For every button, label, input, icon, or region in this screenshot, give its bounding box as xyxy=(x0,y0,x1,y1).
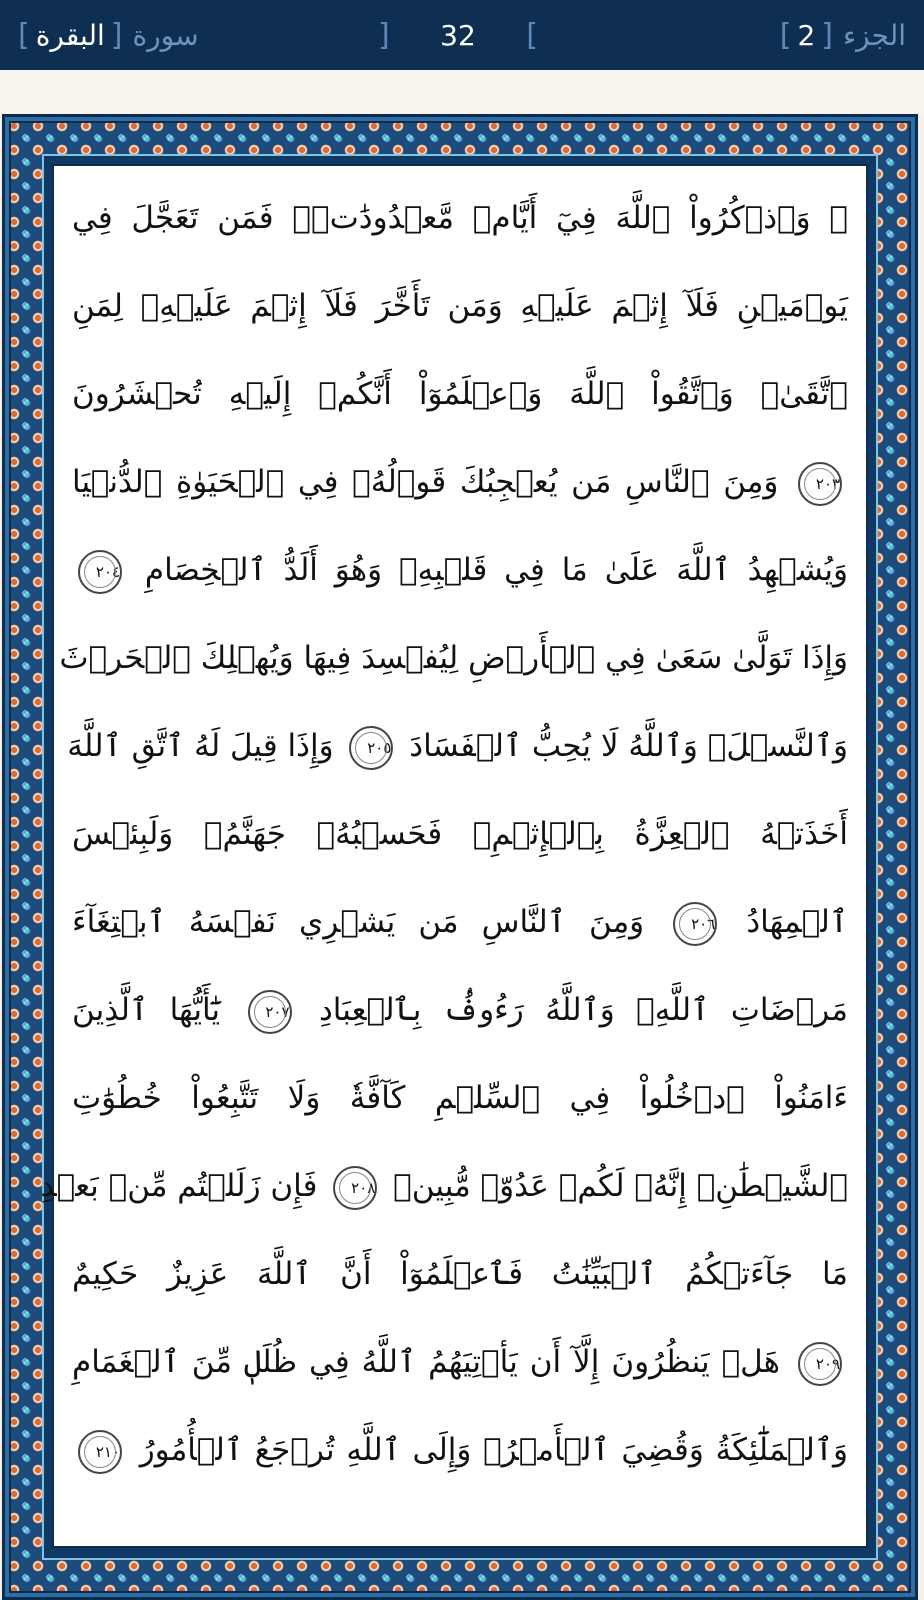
line-text: ءَامَنُواْ ٱدۡخُلُواْ فِي ٱلسِّلۡمِ كَآفَّةٗ وَلَا تَتَّبِعُواْ خُطُوَٰتِ xyxy=(72,1080,848,1116)
verse-line-10 xyxy=(72,966,848,1054)
ayah-marker-icon: ٢٠٨ xyxy=(333,1166,377,1210)
verse-line-7 xyxy=(67,702,848,790)
ayah-marker-icon: ٢٠٦ xyxy=(673,902,717,946)
line-text: وَمِنَ ٱلنَّاسِ مَن يَشۡرِي نَفۡسَهُ ٱبۡتِغَآءَ xyxy=(72,904,645,940)
verse-line-11 xyxy=(72,1054,848,1142)
verse-line-12 xyxy=(40,1142,848,1230)
verse-line-5 xyxy=(72,526,848,614)
verse-line-4 xyxy=(72,438,848,526)
line-text: فَإِن زَلَلۡتُم مِّنۢ بَعۡدِ xyxy=(40,1168,318,1204)
juz-bracket-open: [ xyxy=(779,17,792,53)
juz-number: 2 xyxy=(797,18,816,52)
line-text: وَيُشۡهِدُ ٱللَّهَ عَلَىٰ مَا فِي قَلۡبِهِۦ وَهُوَ أَلَدُّ ٱلۡخِصَامِ xyxy=(144,552,848,588)
ayah-marker-icon: ٢٠٧ xyxy=(248,990,292,1034)
line-text: وَإِذَا قِيلَ لَهُ ٱتَّقِ ٱللَّهَ xyxy=(67,728,334,764)
line-text: وَٱلنَّسۡلَۚ وَٱللَّهُ لَا يُحِبُّ ٱلۡفَسَادَ xyxy=(409,728,848,764)
line-text: يَٰٓأَيُّهَا ٱلَّذِينَ xyxy=(72,992,221,1028)
surah-indicator[interactable] xyxy=(18,0,199,70)
juz-bracket-close: ] xyxy=(821,17,833,53)
ayah-marker-icon: ٢١٠ xyxy=(78,1430,122,1474)
line-text: أَخَذَتۡهُ ٱلۡعِزَّةُ بِٱلۡإِثۡمِۚ فَحَسۡبُهُۥ جَهَنَّمُۖ وَلَبِئۡسَ xyxy=(72,816,848,852)
line-text: مَرۡضَاتِ ٱللَّهِۚ وَٱللَّهُ رَءُوفُۢ بِٱلۡعِبَادِ xyxy=(319,992,848,1028)
top-bar xyxy=(0,0,924,70)
header-gap xyxy=(0,70,924,114)
ornate-border xyxy=(2,114,918,1600)
bracket-open: [ xyxy=(18,17,30,53)
verse-line-9 xyxy=(72,878,848,966)
verse-line-2 xyxy=(72,262,848,350)
line-text: مَا جَآءَتۡكُمُ ٱلۡبَيِّنَٰتُ فَٱعۡلَمُوٓاْ أَنَّ ٱللَّهَ عَزِيزٌ حَكِيمٌ xyxy=(72,1256,848,1292)
line-text: ۞ وَٱذۡكُرُواْ ٱللَّهَ فِيٓ أَيَّامٖ مَّعۡدُودَٰتٖۚ فَمَن تَعَجَّلَ فِي xyxy=(72,200,848,236)
page-indicator[interactable] xyxy=(378,0,538,70)
ayah-marker-icon: ٢٠٥ xyxy=(349,726,393,770)
bracket-close: ] xyxy=(110,17,123,53)
ayah-marker-icon: ٢٠٩ xyxy=(798,1342,842,1386)
page-bracket-open: [ xyxy=(526,17,538,53)
ayah-marker-icon: ٢٠٤ xyxy=(78,550,122,594)
juz-prefix: الجزء xyxy=(843,18,906,52)
mushaf-page[interactable] xyxy=(40,164,868,1548)
line-text: ٱلشَّيۡطَٰنِۚ إِنَّهُۥ لَكُمۡ عَدُوّٞ مُّبِينٞ xyxy=(393,1168,848,1204)
line-text: هَلۡ يَنظُرُونَ إِلَّآ أَن يَأۡتِيَهُمُ ٱللَّهُ فِي ظُلَلٖ مِّنَ ٱلۡغَمَامِ xyxy=(72,1344,781,1380)
surah-prefix: سورة xyxy=(132,18,199,52)
verse-line-1 xyxy=(72,174,848,262)
line-text: يَوۡمَيۡنِ فَلَآ إِثۡمَ عَلَيۡهِ وَمَن تَأَخَّرَ فَلَآ إِثۡمَ عَلَيۡهِۖ لِمَنِ xyxy=(72,288,848,324)
juz-indicator[interactable] xyxy=(780,0,906,70)
verse-line-14 xyxy=(72,1318,848,1406)
verse-lines xyxy=(40,174,848,1494)
line-text: وَمِنَ ٱلنَّاسِ مَن يُعۡجِبُكَ قَوۡلُهُۥ فِي ٱلۡحَيَوٰةِ ٱلدُّنۡيَا xyxy=(72,464,779,500)
line-text: ٱلۡمِهَادُ xyxy=(746,904,848,940)
page-number: 32 xyxy=(440,18,476,52)
line-text: وَٱلۡمَلَٰٓئِكَةُ وَقُضِيَ ٱلۡأَمۡرُۚ وَإِلَى ٱللَّهِ تُرۡجَعُ ٱلۡأُمُورُ xyxy=(139,1432,848,1468)
page-bracket-close: ] xyxy=(378,17,390,53)
verse-line-6 xyxy=(59,614,848,702)
verse-line-3 xyxy=(72,350,848,438)
verse-line-13 xyxy=(72,1230,848,1318)
surah-name: البقرة xyxy=(35,18,105,52)
verse-line-15 xyxy=(72,1406,848,1494)
line-text: وَإِذَا تَوَلَّىٰ سَعَىٰ فِي ٱلۡأَرۡضِ لِيُفۡسِدَ فِيهَا وَيُهۡلِكَ ٱلۡحَرۡثَ xyxy=(59,640,848,676)
line-text: ٱتَّقَىٰۗ وَٱتَّقُواْ ٱللَّهَ وَٱعۡلَمُوٓاْ أَنَّكُمۡ إِلَيۡهِ تُحۡشَرُونَ xyxy=(72,376,848,412)
ayah-marker-icon: ٢٠٣ xyxy=(798,462,842,506)
verse-line-8 xyxy=(72,790,848,878)
